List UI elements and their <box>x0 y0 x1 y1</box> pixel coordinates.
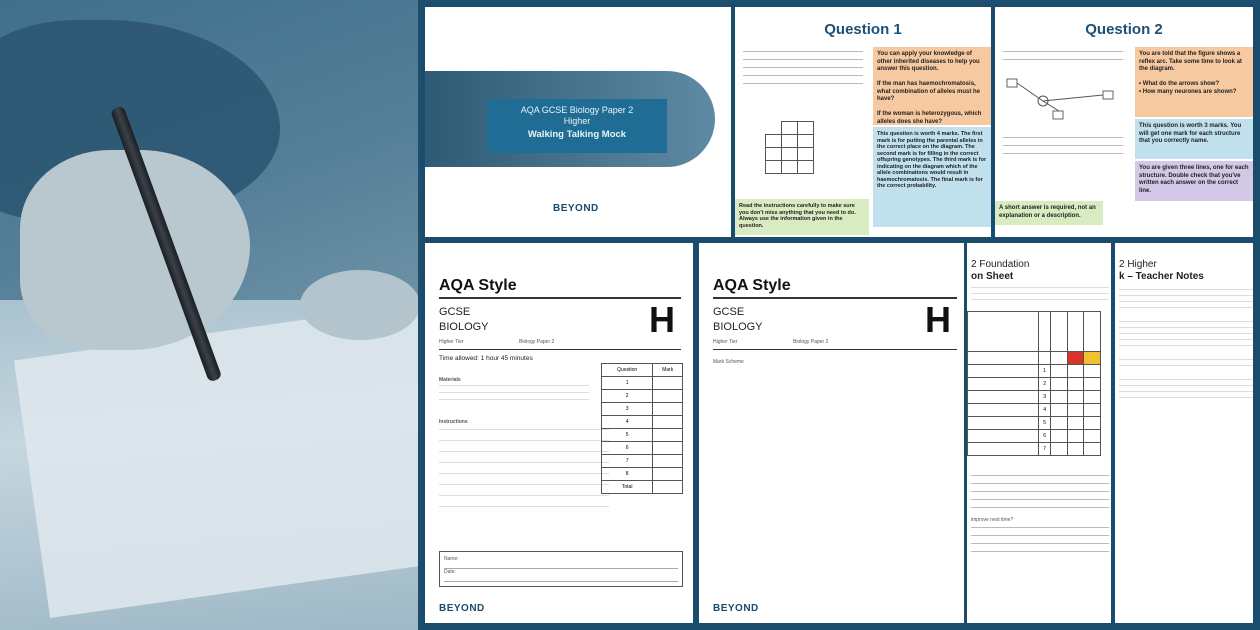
reflection-sheet[interactable] <box>964 240 1114 626</box>
beyond-logo: BEYOND <box>553 203 599 214</box>
question2-tip-purple: You are given three lines, one for each structure. Double check that you've written each answer on the correct line. <box>1135 161 1253 201</box>
question2-tip-blue: This question is worth 3 marks. You will get one mark for each structure that you correctly name. <box>1135 119 1253 159</box>
paper1-tier-badge: H <box>649 299 675 340</box>
question2-tip-orange: You are told that the figure shows a reflex arc. Take some time to look at the diagram. • What do the arrows show? • How many neurones are shown? <box>1135 47 1253 117</box>
paper2-subject: GCSE BIOLOGY <box>713 306 763 333</box>
reflection-footer-lines <box>971 527 1109 559</box>
punnett-square <box>765 121 814 174</box>
reflection-intro <box>971 287 1109 305</box>
mark-scheme-label: Mark Scheme <box>713 359 744 365</box>
paper1-instructions: Instructions <box>439 419 468 425</box>
notes-body <box>1119 289 1253 403</box>
reflection-subtitle: on Sheet <box>971 271 1014 282</box>
paper2-tier-badge: H <box>925 299 951 340</box>
name-label: Name: <box>444 556 678 569</box>
paper1-time: Time allowed: 1 hour 45 minutes <box>439 355 533 362</box>
question1-text <box>743 51 863 91</box>
marks-table: Question Mark 1 2 3 4 5 6 7 8 Total <box>601 363 683 494</box>
question2-slide[interactable] <box>992 4 1256 240</box>
beyond-logo: BEYOND <box>713 603 759 614</box>
teacher-notes[interactable] <box>1112 240 1256 626</box>
reflection-table: 1 2 3 4 5 6 7 <box>967 311 1101 456</box>
cover-slide[interactable] <box>422 4 734 240</box>
notes-subtitle: k – Teacher Notes <box>1119 271 1204 282</box>
cover-title-box <box>487 99 667 153</box>
cover-subtitle: Walking Talking Mock <box>527 129 627 140</box>
question2-title: Question 2 <box>1085 21 1163 38</box>
answer-lines <box>1003 137 1123 161</box>
paper2-paper: Biology Paper 2 <box>793 339 829 345</box>
cover-title: AQA GCSE Biology Paper 2 <box>520 105 634 115</box>
name-date-box[interactable] <box>439 551 683 587</box>
question1-tip-green: Read the instructions carefully to make sure you don't miss anything that you need to do. Always use the information given in the question. <box>735 199 869 235</box>
paper1-style-title: AQA Style <box>439 277 517 294</box>
hero-photo <box>0 0 418 630</box>
date-label: Date: <box>444 569 678 582</box>
cover-tier: Higher <box>563 116 591 126</box>
question2-text <box>1003 51 1123 67</box>
paper1-materials-lines <box>439 385 589 406</box>
question1-slide[interactable] <box>732 4 994 240</box>
reflection-footer: improve next time? <box>971 517 1014 523</box>
reflection-title: 2 Foundation <box>971 259 1030 270</box>
paper2-tier: Higher Tier <box>713 339 738 345</box>
mark-scheme-page[interactable] <box>696 240 968 626</box>
resting-hand <box>300 270 418 340</box>
reflex-arc-diagram <box>1003 71 1123 131</box>
question1-tip-blue: This question is worth 4 marks. The first mark is for putting the parental alleles in the correct place on the diagram. The second mark is for filling in the correct offspring genotypes. The third mark is for indicating on the diagram which of the allele combinations would result in haemochromatosis. The final mark is for the correct probability. <box>873 127 991 227</box>
paper1-instruction-lines <box>439 429 609 517</box>
question1-title: Question 1 <box>824 21 902 38</box>
question2-tip-green: A short answer is required, not an explanation or a description. <box>995 201 1103 225</box>
question1-tip-orange: You can apply your knowledge of other inherited diseases to help you answer this question. If the man has haemochromatosis, what combination of alleles must he have? If the woman is heterozygous, which alleles does she have? <box>873 47 991 125</box>
notes-title: 2 Higher <box>1119 259 1157 270</box>
exam-paper-cover[interactable] <box>422 240 696 626</box>
paper2-style-title: AQA Style <box>713 277 791 294</box>
reflection-lines <box>971 475 1109 515</box>
paper1-subject: GCSE BIOLOGY <box>439 306 489 333</box>
paper1-materials: Materials <box>439 377 461 383</box>
paper1-tier: Higher Tier <box>439 339 464 345</box>
paper1-paper: Biology Paper 2 <box>519 339 555 345</box>
beyond-logo: BEYOND <box>439 603 485 614</box>
